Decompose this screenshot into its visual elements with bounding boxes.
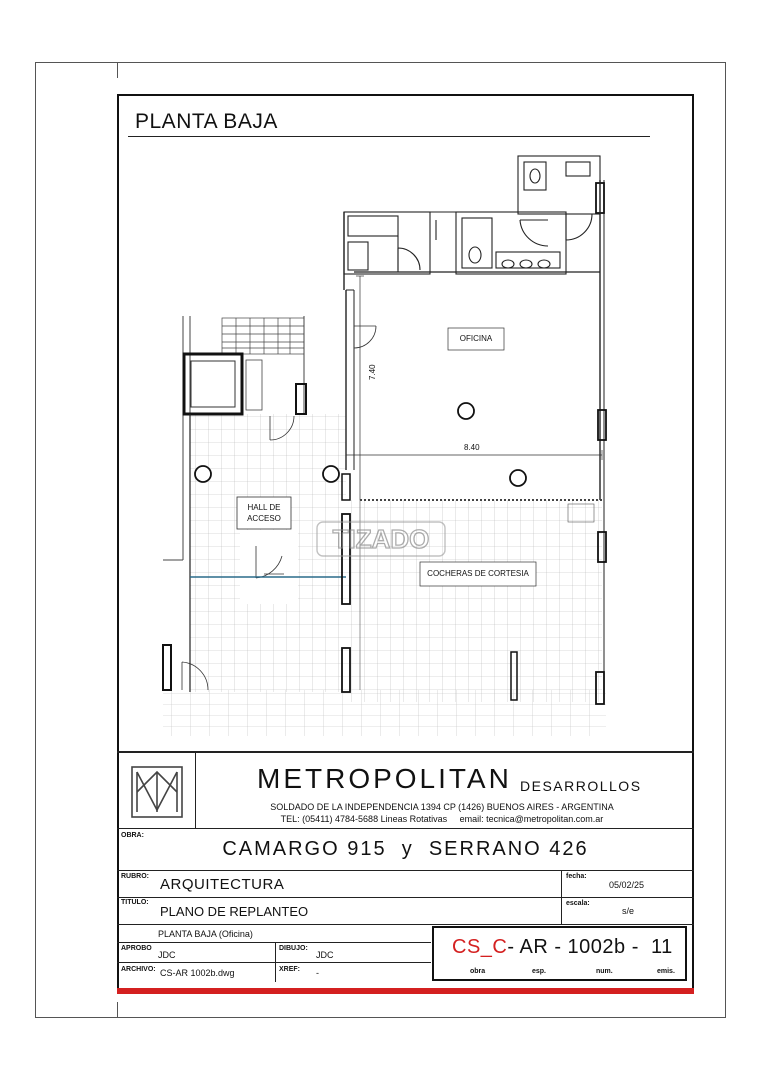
company-address: SOLDADO DE LA INDEPENDENCIA 1394 CP (1426) BUENOS AIRES - ARGENTINA: [270, 802, 614, 812]
drawing-code-rest: - AR - 1002b - 11: [507, 936, 673, 958]
tb-line-aprobo: [117, 942, 431, 943]
plan-title: PLANTA BAJA: [135, 110, 278, 133]
tb-line-rubro: [117, 870, 694, 871]
rubro-value: ARQUITECTURA: [160, 876, 285, 893]
elevator: [184, 354, 242, 414]
archivo-label: ARCHIVO:: [121, 966, 156, 973]
dibujo-label: DIBUJO:: [279, 945, 308, 952]
aprobo-label: APROBO: [121, 945, 152, 952]
tb-logo-divider: [195, 752, 196, 828]
tb-line-sub: [117, 924, 694, 925]
company-name: METROPOLITAN: [257, 763, 512, 794]
obra-label: OBRA:: [121, 832, 144, 839]
tb-dibujo-divider: [275, 942, 276, 982]
drawing-code-prefix: CS_C: [452, 936, 508, 958]
titulo-label: TITULO:: [121, 899, 149, 906]
company-suffix: DESARROLLOS: [520, 778, 642, 794]
escala-label: escala:: [566, 900, 590, 907]
column: [458, 403, 474, 419]
column: [323, 466, 339, 482]
dim-width: 8.40: [464, 443, 480, 452]
xref-label: XREF:: [279, 966, 300, 973]
code-obra-caption: obra: [470, 968, 486, 975]
tb-line-obra: [117, 828, 694, 829]
xref-value: -: [316, 968, 319, 978]
archivo-value: CS-AR 1002b.dwg: [160, 968, 235, 978]
stair: [222, 318, 304, 354]
aprobo-value: JDC: [158, 950, 176, 960]
column: [510, 470, 526, 486]
label-hall-line2: ACCESO: [247, 514, 281, 523]
tb-line-archivo: [117, 962, 431, 963]
drawing-code: [452, 936, 673, 959]
company-contact: TEL: (05411) 4784-5688 Lineas Rotativas email: tecnica@metropolitan.com.ar: [280, 814, 604, 824]
subtitle: PLANTA BAJA (Oficina): [158, 929, 253, 939]
tb-line-titulo: [117, 897, 694, 898]
sheet-tick-bottom: [117, 1002, 118, 1018]
watermark-logo: [316, 521, 446, 557]
code-emis-caption: emis.: [657, 968, 675, 975]
label-cocheras: COCHERAS DE CORTESIA: [427, 569, 529, 578]
watermark-text: TIZADO: [332, 524, 430, 554]
dim-height: 7.40: [368, 364, 377, 380]
tb-top-line: [117, 751, 694, 753]
dibujo-value: JDC: [316, 950, 334, 960]
fecha-value: 05/02/25: [609, 880, 645, 890]
tb-fecha-divider: [561, 870, 562, 924]
escala-value: s/e: [622, 906, 635, 916]
label-hall-line1: HALL DE: [247, 503, 281, 512]
sidewalk-floor: [163, 690, 606, 736]
code-esp-caption: esp.: [532, 968, 547, 975]
column: [195, 466, 211, 482]
metropolitan-logo-icon: [131, 766, 183, 818]
obra-value: CAMARGO 915 y SERRANO 426: [222, 838, 589, 860]
titulo-value: PLANO DE REPLANTEO: [160, 904, 309, 919]
fecha-label: fecha:: [566, 873, 587, 880]
rubro-label: RUBRO:: [121, 873, 149, 880]
red-bottom-bar: [117, 988, 694, 994]
label-oficina: OFICINA: [459, 334, 493, 343]
code-num-caption: num.: [596, 968, 613, 975]
